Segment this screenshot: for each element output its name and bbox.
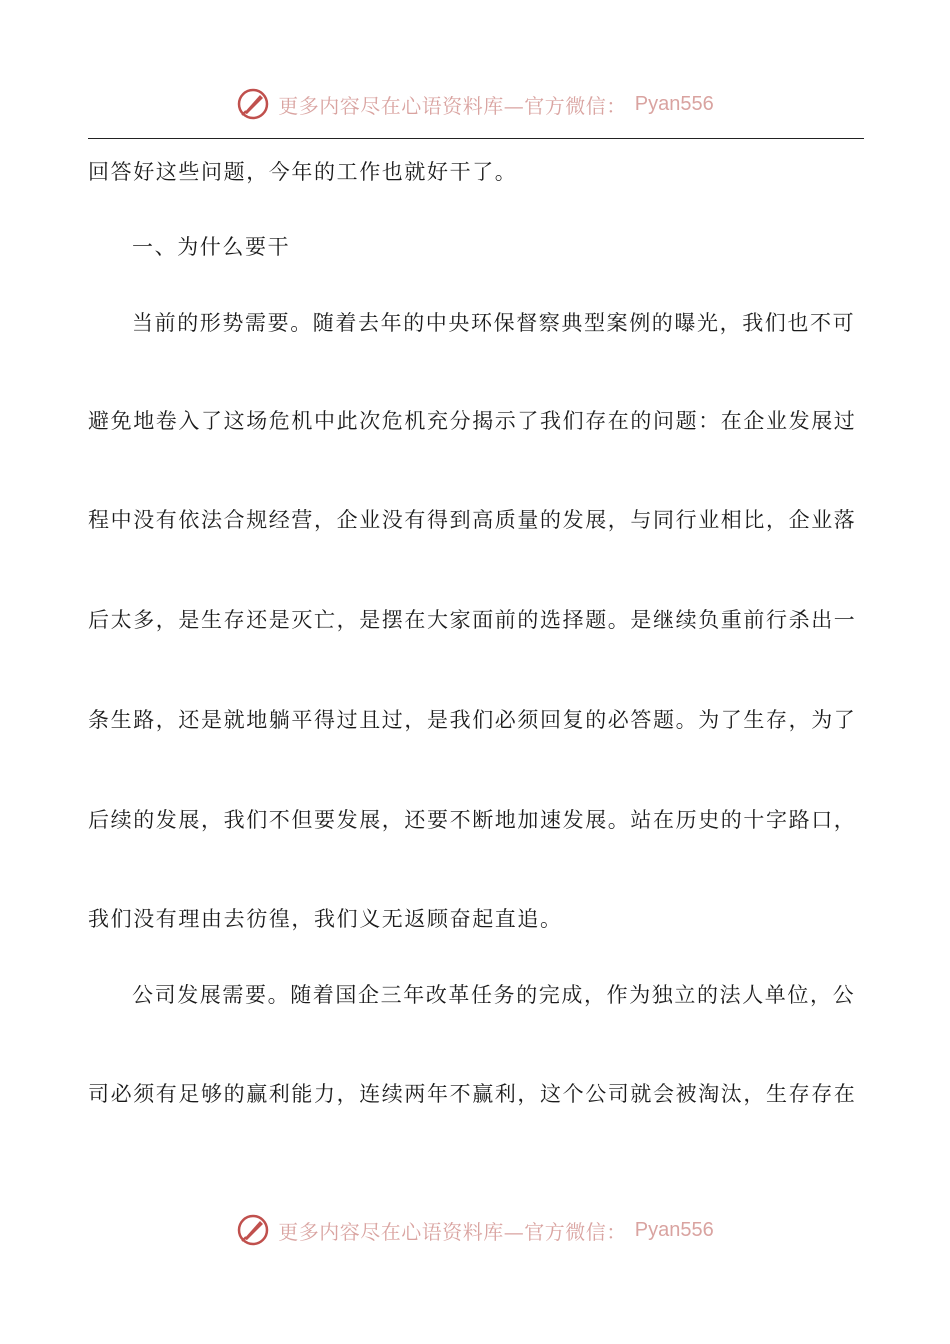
text-line: 公司发展需要。随着国企三年改革任务的完成，作为独立的法人单位，公 xyxy=(132,983,856,1007)
footer-wechat-id: Pyan556 xyxy=(634,1218,714,1241)
text-line: 司必须有足够的赢利能力，连续两年不赢利，这个公司就会被淘汰，生存存在 xyxy=(88,1082,857,1106)
quill-logo-icon xyxy=(236,87,270,121)
text-line: 程中没有依法合规经营，企业没有得到高质量的发展，与同行业相比，企业落 xyxy=(88,508,857,532)
text-line: 条生路，还是就地躺平得过且过，是我们必须回复的必答题。为了生存，为了 xyxy=(88,708,857,732)
text-line: 后太多，是生存还是灭亡，是摆在大家面前的选择题。是继续负重前行杀出一 xyxy=(88,608,857,632)
text-line: 我们没有理由去彷徨，我们义无返顾奋起直追。 xyxy=(88,907,563,931)
header-banner-text: 更多内容尽在心语资料库—官方微信： xyxy=(278,93,627,118)
footer-banner-text: 更多内容尽在心语资料库—官方微信： xyxy=(278,1219,627,1244)
header-divider xyxy=(88,138,864,139)
header-wechat-id: Pyan556 xyxy=(634,92,714,115)
footer-banner xyxy=(0,1210,950,1250)
text-line: 后续的发展，我们不但要发展，还要不断地加速发展。站在历史的十字路口， xyxy=(88,808,857,832)
header-banner xyxy=(0,84,950,124)
text-line: 避免地卷入了这场危机中此次危机充分揭示了我们存在的问题：在企业发展过 xyxy=(88,409,857,433)
text-line: 当前的形势需要。随着去年的中央环保督察典型案例的曝光，我们也不可 xyxy=(132,311,856,335)
quill-logo-icon xyxy=(236,1213,270,1247)
text-line: 回答好这些问题，今年的工作也就好干了。 xyxy=(88,160,518,184)
section-heading: 一、为什么要干 xyxy=(132,235,291,259)
